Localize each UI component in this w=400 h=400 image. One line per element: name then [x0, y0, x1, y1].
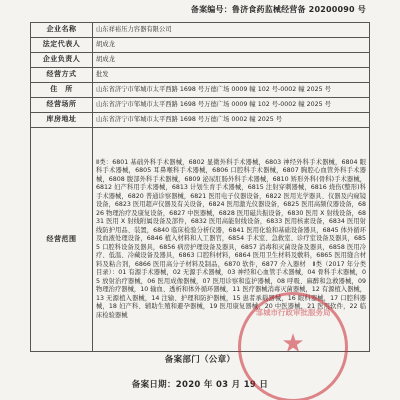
legal-rep-value: 胡成龙 — [93, 38, 370, 53]
row-legal-rep — [31, 38, 370, 53]
row-mode — [31, 68, 370, 83]
row-principal — [31, 53, 370, 68]
row-premises — [31, 98, 370, 113]
premises-label: 经营场所 — [31, 98, 93, 113]
record-date: 备案日期：2020 年 03 月 19 日 — [131, 380, 269, 390]
principal-label: 企业负责人 — [31, 53, 93, 68]
principal-value: 胡成龙 — [93, 53, 370, 68]
record-form-table — [30, 22, 370, 352]
premises-value: 山东省济宁市邹城市太平西路 1698 号万德广场 0009 幢 102 号-0002 幢 2025 号 — [93, 98, 370, 113]
seal-star-icon: ★ — [281, 329, 305, 359]
seal-text: 邹城市行政审批服务局 — [255, 308, 331, 317]
warehouse-value: 山东省济宁市邹城市太平西路 1698 号万德广场 0002 幢 2025 号 — [93, 113, 370, 128]
residence-value: 山东省济宁市邹城市太平西路 1698 号万德广场 0009 幢 102 号-0002 幢 2025 号 — [93, 83, 370, 98]
row-residence — [31, 83, 370, 98]
scope-value: Ⅱ类：6801 基础外科手术器械，6802 显微外科手术器械，6803 神经外科手术器械，6804 眼科手术器械，6805 耳鼻喉科手术器械，6806 口腔科手术器械，6807 胸腔心血管外科手术器械，6808 腹部外科手术器械，6809 泌尿肛肠外科手术器械，6810 矫形外科(骨科)手术器械，6812 妇产科用手术器械，6813 计划生育手术器械，6815 注射穿刺器械，6816 烧伤(整形)科手术器械，6820 普通诊察器械，6821 医用电子仪器设备，6822 医用光学器具、仪器及内窥镜设备，6823 医用超声仪器及有关设备，6824 医用激光仪器设备，6825 医用高频仪器设备，6826 物理治疗及康复设备，6827 中医器械，6828 医用磁共振设备，6830 医用 X 射线设备，6831 医用 X 射线附属设备及部件，6832 医用高能射线设备，6833 医用核素设备，6834 医用射线防护用品、装置，6840 临床检验分析仪器，6841 医用化验和基础设备器具，6845 体外循环及血液处理设备，6846 植入材料和人工器官，6854 手术室、急救室、诊疗室设备及器具，6855 口腔科设备及器具，6856 病房护理设备及器具，6857 消毒和灭菌设备及器具，6858 医用冷疗、低温、冷藏设备及器具，6863 口腔科材料，6864 医用卫生材料及敷料，6865 医用缝合材料及粘合剂，6866 医用高分子材料及制品，6870 软件，6877 介入器材 Ⅱ类（2017 年分类目录）：01 有源手术器械，02 无源手术器械，03 神经和心血管手术器械，04 骨科手术器械，05 放射治疗器械，06 医用成像器械，07 医用诊察和监护器械，08 呼吸、麻醉和急救器械，09 物理治疗器械，10 输血、透析和体外循环器械，11 医疗器械消毒灭菌器械，12 有源植入器械，13 无源植入器械，14 注输、护理和防护器械，15 患者承载器械，16 眼科器械，17 口腔科器械，18 妇产科、辅助生殖和避孕器械，19 医用康复器械，20 中医器械，21 医用软件，22 临床检验器械 — [93, 128, 370, 352]
scope-label: 经营范围 — [31, 128, 93, 352]
legal-rep-label: 法定代表人 — [31, 38, 93, 53]
company-name-value: 山东祥裕压力容器有限公司 — [93, 23, 370, 38]
warehouse-label: 库房地址 — [31, 113, 93, 128]
mode-label: 经营方式 — [31, 68, 93, 83]
row-warehouse — [31, 113, 370, 128]
row-scope — [31, 128, 370, 352]
record-number: 备案编号：鲁济食药监械经营备 20200090 号 — [190, 5, 366, 14]
record-department: 备案部门（公章） — [164, 355, 236, 365]
row-company-name — [31, 23, 370, 38]
company-name-label: 企业名称 — [31, 23, 93, 38]
mode-value: 批发 — [93, 68, 370, 83]
residence-label: 住 所 — [31, 83, 93, 98]
